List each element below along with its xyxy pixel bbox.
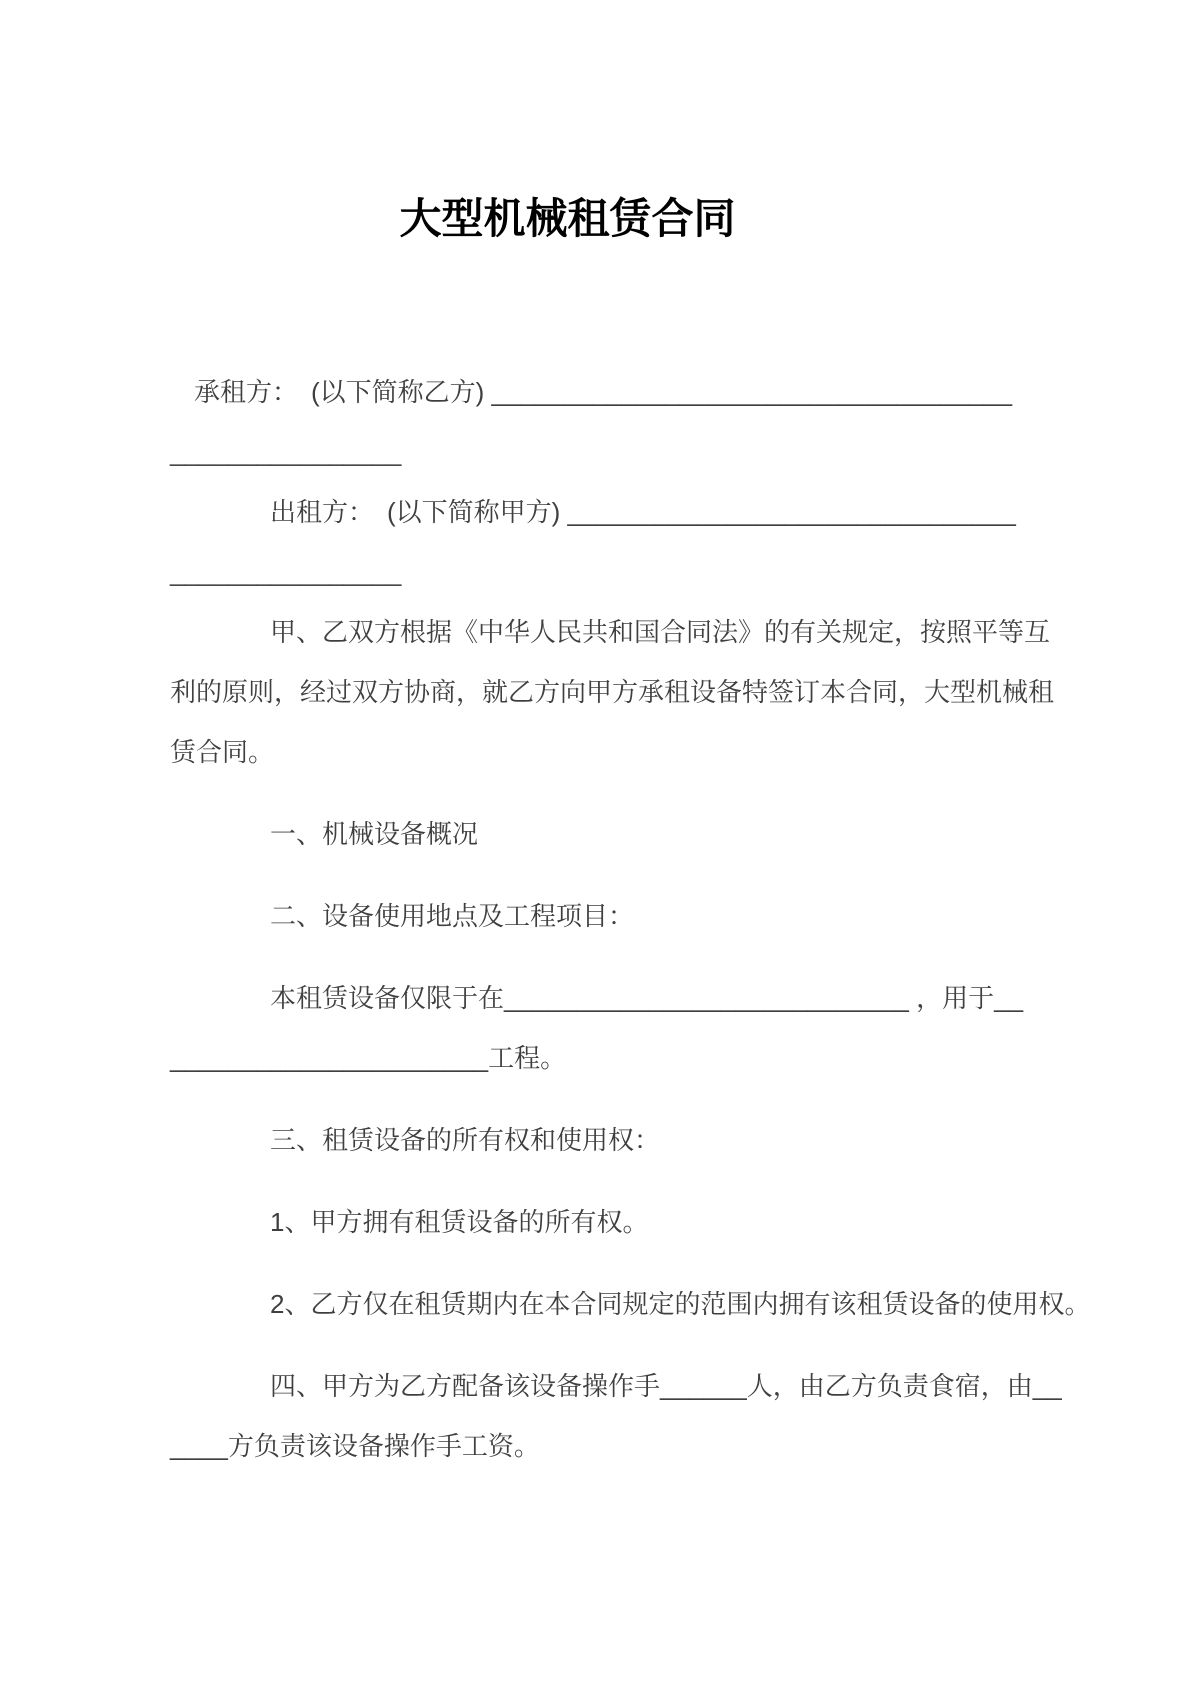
document-body bbox=[170, 362, 1091, 1476]
preamble-line-3: 赁合同。 bbox=[170, 737, 275, 767]
section-3-heading: 三、租赁设备的所有权和使用权： bbox=[270, 1125, 661, 1155]
preamble-line-2: 利的原则，经过双方协商，就乙方向甲方承租设备特签订本合同，大型机械租 bbox=[170, 677, 1055, 707]
clause-3-2-line: 2、乙方仅在租赁期内在本合同规定的范围内拥有该租赁设备的使用权。 bbox=[270, 1289, 1091, 1319]
equipment-location-line: 本租赁设备仅限于在____________________________ ，用于__ bbox=[270, 983, 1024, 1013]
section-2-heading: 二、设备使用地点及工程项目： bbox=[270, 901, 635, 931]
section-1-heading: 一、机械设备概况 bbox=[270, 819, 479, 849]
clause-3-1-line: 1、甲方拥有租赁设备的所有权。 bbox=[270, 1207, 649, 1237]
section-4-line: 四、甲方为乙方配备该设备操作手______人，由乙方负责食宿，由__ bbox=[270, 1371, 1062, 1401]
lessor-party-line: 出租方： (以下简称甲方) _______________________________ bbox=[270, 497, 1016, 527]
preamble-line-1: 甲、乙双方根据《中华人民共和国合同法》的有关规定，按照平等互 bbox=[270, 617, 1051, 647]
lessee-party-line: 承租方： (以下简称乙方) ____________________________________ bbox=[194, 377, 1013, 407]
section-4-line-continuation: ____方负责该设备操作手工资。 bbox=[170, 1431, 540, 1461]
lessor-party-line-continuation: ________________ bbox=[170, 557, 402, 587]
document-title: 大型机械租赁合同 bbox=[399, 197, 736, 243]
equipment-location-line-continuation: ______________________工程。 bbox=[170, 1043, 567, 1073]
lessee-party-line-continuation: ________________ bbox=[170, 437, 402, 467]
